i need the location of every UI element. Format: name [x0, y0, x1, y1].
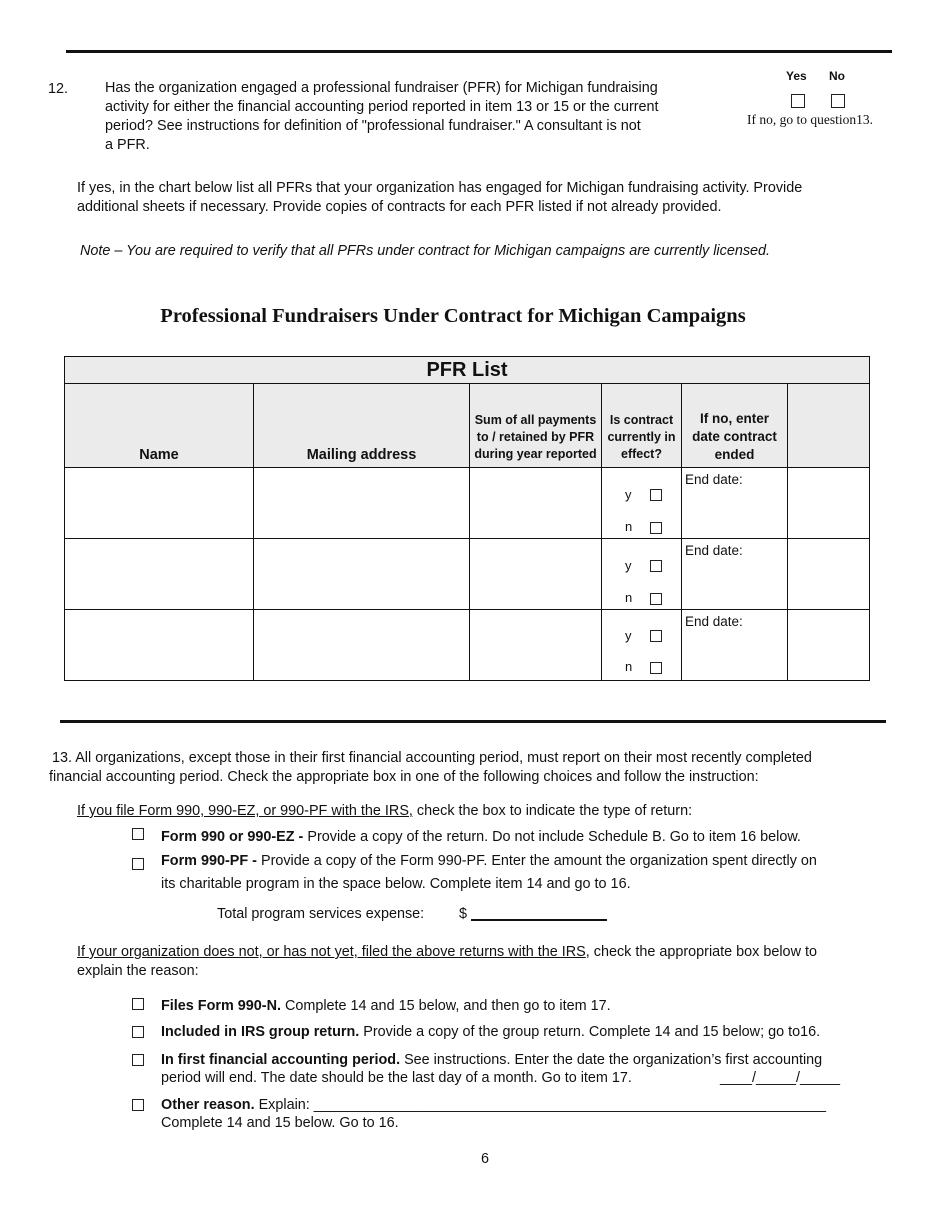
cell-payments[interactable] — [470, 610, 602, 681]
q12-no-label: No — [829, 69, 845, 83]
q12-yes-checkbox[interactable] — [791, 94, 805, 108]
cell-end-date[interactable] — [682, 610, 788, 681]
n-label: n — [625, 519, 633, 534]
first-period-bold: In first financial accounting period. — [161, 1052, 401, 1068]
q13-intro-line-2: financial accounting period. Check the appropriate box in one of the following choices and follow the instruction: — [49, 769, 759, 785]
col-header-end-line-1: If no, enter — [699, 411, 769, 426]
first-period-text — [161, 1051, 822, 1070]
q12-note: Note – You are required to verify that all PFRs under contract for Michigan campaigns are currently licensed. — [80, 243, 771, 259]
q12-text — [105, 79, 725, 155]
form-990-n-checkbox[interactable] — [132, 998, 144, 1010]
form-990-n-rest: Complete 14 and 15 below, and then go to item 17. — [280, 998, 611, 1014]
not-filed-rest: , check the appropriate box below to — [585, 944, 817, 960]
cell-address[interactable] — [254, 539, 470, 610]
group-return-rest: Provide a copy of the group return. Complete 14 and 15 below; go to16. — [359, 1024, 821, 1040]
n-label: n — [625, 590, 633, 605]
pfr-table — [64, 356, 870, 681]
page-number: 6 — [481, 1151, 490, 1167]
not-filed-line-2: explain the reason: — [77, 963, 199, 979]
pfr-table-caption: PFR List — [65, 357, 870, 384]
form-990-n-bold: Files Form 990-N. — [161, 998, 281, 1014]
q12-text-line-1: Has the organization engaged a professional fundraiser (PFR) for Michigan fundraising — [105, 80, 658, 96]
table-row — [65, 610, 870, 681]
col-header-extra — [788, 384, 870, 468]
not-filed-intro — [77, 943, 817, 981]
col-header-address: Mailing address — [254, 384, 470, 468]
cell-in-effect — [602, 539, 682, 610]
other-reason-rest: Explain: ________________________________________________________________ — [254, 1097, 826, 1113]
q12-if-yes — [77, 179, 802, 217]
cell-extra[interactable] — [788, 468, 870, 539]
form-990-checkbox[interactable] — [132, 828, 144, 840]
form-990-pf-line-2: its charitable program in the space below. Complete item 14 and go to 16. — [161, 876, 631, 892]
first-period-date-field[interactable]: ____/_____/_____ — [720, 1070, 841, 1086]
col-header-in-effect — [602, 384, 682, 468]
n-label: n — [625, 659, 633, 674]
other-reason-text — [161, 1096, 826, 1115]
cell-payments[interactable] — [470, 468, 602, 539]
end-date-label: End date: — [685, 614, 743, 629]
y-checkbox[interactable] — [650, 560, 662, 572]
form-990-n-text — [161, 997, 611, 1016]
end-date-label: End date: — [685, 472, 743, 487]
n-checkbox[interactable] — [650, 593, 662, 605]
irs-intro-rest: check the box to indicate the type of return: — [412, 803, 693, 819]
y-checkbox[interactable] — [650, 489, 662, 501]
table-row — [65, 539, 870, 610]
form-990-text — [161, 828, 801, 847]
col-header-payments-line-1: Sum of all payments — [474, 413, 597, 427]
q12-number: 12. — [48, 81, 69, 97]
table-row — [65, 468, 870, 539]
cell-in-effect — [602, 468, 682, 539]
q13-intro-line-1: 13. All organizations, except those in their first financial accounting period, must report on their most recently completed — [52, 750, 812, 766]
col-header-in-effect-line-1: Is contract — [609, 413, 674, 427]
group-return-checkbox[interactable] — [132, 1026, 144, 1038]
cell-name[interactable] — [65, 539, 254, 610]
form-990-pf-checkbox[interactable] — [132, 858, 144, 870]
q12-text-line-2: activity for either the financial accounting period reported in item 13 or 15 or the current — [105, 99, 659, 115]
irs-intro-underlined: If you file Form 990, 990-EZ, or 990-PF with the IRS, — [77, 803, 413, 819]
top-rule — [66, 50, 892, 53]
q12-if-yes-line-1: If yes, in the chart below list all PFRs that your organization has engaged for Michigan fundraising activity. Provide — [77, 180, 803, 196]
y-label: y — [625, 487, 632, 502]
q12-if-no: If no, go to question13. — [747, 112, 873, 127]
not-filed-underlined: If your organization does not, or has not yet, filed the above returns with the IRS — [77, 944, 586, 960]
col-header-end — [682, 384, 788, 468]
col-header-payments — [470, 384, 602, 468]
form-990-pf-text — [161, 852, 817, 871]
q13-intro — [49, 749, 812, 787]
cell-address[interactable] — [254, 468, 470, 539]
cell-address[interactable] — [254, 610, 470, 681]
end-date-label: End date: — [685, 543, 743, 558]
cell-payments[interactable] — [470, 539, 602, 610]
y-label: y — [625, 628, 632, 643]
y-checkbox[interactable] — [650, 630, 662, 642]
form-990-pf-rest: Provide a copy of the Form 990-PF. Enter the amount the organization spent directly on — [256, 853, 817, 869]
other-reason-checkbox[interactable] — [132, 1099, 144, 1111]
first-period-rest: See instructions. Enter the date the organization’s first accounting — [400, 1052, 823, 1068]
first-period-line-2: period will end. The date should be the last day of a month. Go to item 17. — [161, 1070, 632, 1086]
col-header-end-line-3: ended — [714, 447, 755, 462]
form-990-bold: Form 990 or 990-EZ - — [161, 829, 304, 845]
total-program-expense-field[interactable] — [471, 919, 607, 921]
dollar-sign: $ — [459, 906, 468, 922]
y-label: y — [625, 558, 632, 573]
first-period-checkbox[interactable] — [132, 1054, 144, 1066]
group-return-text — [161, 1023, 820, 1042]
cell-name[interactable] — [65, 468, 254, 539]
form-990-pf-bold: Form 990-PF - — [161, 853, 257, 869]
cell-extra[interactable] — [788, 610, 870, 681]
n-checkbox[interactable] — [650, 662, 662, 674]
q12-no-checkbox[interactable] — [831, 94, 845, 108]
q12-if-yes-line-2: additional sheets if necessary. Provide copies of contracts for each PFR listed if not already provided. — [77, 199, 722, 215]
col-header-in-effect-line-3: effect? — [621, 447, 662, 461]
q12-text-line-3: period? See instructions for definition of "professional fundraiser." A consultant is not — [105, 118, 641, 134]
irs-intro — [77, 802, 692, 821]
col-header-payments-line-3: during year reported — [474, 447, 597, 461]
col-header-payments-line-2: to / retained by PFR — [476, 430, 595, 444]
other-reason-bold: Other reason. — [161, 1097, 255, 1113]
section-title: Professional Fundraisers Under Contract for Michigan Campaigns — [160, 305, 746, 327]
cell-end-date[interactable] — [682, 468, 788, 539]
q12-text-line-4: a PFR. — [105, 137, 150, 153]
cell-extra[interactable] — [788, 539, 870, 610]
col-header-end-line-2: date contract — [692, 429, 777, 444]
other-reason-line-2: Complete 14 and 15 below. Go to 16. — [161, 1115, 399, 1131]
total-program-expense-label: Total program services expense: — [217, 906, 425, 922]
cell-end-date[interactable] — [682, 539, 788, 610]
cell-name[interactable] — [65, 610, 254, 681]
q12-yes-label: Yes — [786, 69, 807, 83]
form-990-rest: Provide a copy of the return. Do not include Schedule B. Go to item 16 below. — [303, 829, 801, 845]
section-divider — [60, 720, 886, 723]
n-checkbox[interactable] — [650, 522, 662, 534]
group-return-bold: Included in IRS group return. — [161, 1024, 360, 1040]
col-header-in-effect-line-2: currently in — [607, 430, 676, 444]
cell-in-effect — [602, 610, 682, 681]
col-header-name: Name — [65, 384, 254, 468]
